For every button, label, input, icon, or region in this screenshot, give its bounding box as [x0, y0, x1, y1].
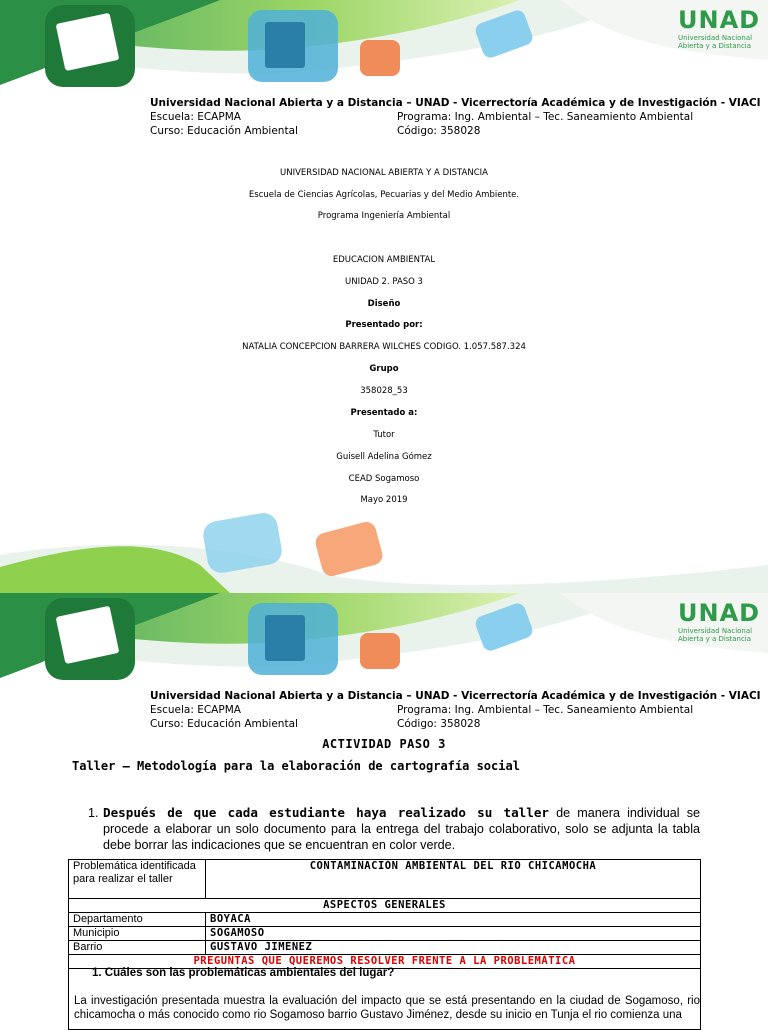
question-1: 1. Cuáles son las problemáticas ambientales del lugar? — [92, 967, 395, 979]
table-row — [69, 941, 701, 955]
clipboard-icon-2 — [265, 615, 305, 661]
cover-school: Escuela de Ciencias Agrícolas, Pecuarias y del Medio Ambiente. — [248, 190, 520, 200]
banner-art-2 — [0, 593, 768, 688]
header-escuela-2: Escuela: ECAPMA — [150, 704, 241, 716]
header-programa: Programa: Ing. Ambiental – Tec. Saneamiento Ambiental — [397, 111, 694, 123]
instruction-text — [103, 805, 700, 853]
row-label: Barrio — [69, 941, 206, 955]
header-codigo: Código: 358028 — [397, 125, 481, 137]
cover-presented-to-label: Presentado a: — [350, 408, 418, 418]
header-escuela: Escuela: ECAPMA — [150, 111, 241, 123]
workshop-title: Taller – Metodología para la elaboración de cartografía social — [72, 759, 520, 773]
header-codigo-2: Código: 358028 — [397, 718, 481, 730]
unad-wordmark: UNAD — [678, 6, 761, 34]
header-title-2: Universidad Nacional Abierta y a Distancia – UNAD - Vicerrectoría Académica y de Investigación - VIACI — [150, 690, 761, 702]
unad-logo — [678, 6, 764, 50]
cover-tutor-label: Tutor — [373, 430, 395, 440]
header-curso: Curso: Educación Ambiental — [150, 125, 298, 137]
row-value: BOYACA — [206, 913, 701, 927]
header-programa-2: Programa: Ing. Ambiental – Tec. Saneamiento Ambiental — [397, 704, 694, 716]
cube-icon — [360, 40, 400, 76]
cube-icon-2 — [360, 633, 400, 669]
answer-1: La investigación presentada muestra la evaluación del impacto que se está presentando en la ciudad de Sogamoso, rio chicamocha o más conocido como rio Sogamoso barrio Gustavo Jiménez, desde su inicio en Tunja el rio comienza una — [74, 995, 700, 1021]
table-row — [69, 913, 701, 927]
header-curso-2: Curso: Educación Ambiental — [150, 718, 298, 730]
clipboard-icon — [265, 22, 305, 68]
questions-header: PREGUNTAS QUE QUEREMOS RESOLVER FRENTE A LA PROBLEMÁTICA — [69, 955, 701, 969]
general-aspects-header: ASPECTOS GENERALES — [69, 899, 701, 913]
cover-university: UNIVERSIDAD NACIONAL ABIERTA Y A DISTANCIA — [280, 168, 488, 178]
activity-title: ACTIVIDAD PASO 3 — [322, 737, 446, 751]
row-value: SOGAMOSO — [206, 927, 701, 941]
unad-wordmark-2: UNAD — [678, 599, 761, 627]
cover-student: NATALIA CONCEPCION BARRERA WILCHES CODIGO. 1.057.587.324 — [242, 342, 526, 352]
top-banner-2 — [0, 593, 768, 688]
cover-tutor: Guisell Adelina Gómez — [336, 452, 432, 462]
unad-subtitle-1-2: Universidad Nacional — [678, 627, 753, 635]
cover-cead: CEAD Sogamoso — [348, 474, 420, 484]
problem-label: Problemática identificada para realizar el taller — [69, 860, 206, 899]
cover-topic: Diseño — [367, 299, 401, 309]
unad-subtitle-2: Abierta y a Distancia — [678, 42, 752, 50]
unad-subtitle-2-2: Abierta y a Distancia — [678, 635, 752, 643]
instruction-rest: de manera individual se procede a elaborar un solo documento para la entrega del trabajo colaborativo, solo se adjunta la tabla debe borrar las indicaciones que se encuentran en color verde. — [103, 806, 701, 852]
unad-logo-2 — [678, 599, 764, 643]
cover-presented-by-label: Presentado por: — [345, 320, 423, 330]
row-value: GUSTAVO JIMENEZ — [206, 941, 701, 955]
unad-subtitle-1: Universidad Nacional — [678, 34, 753, 42]
cover-date: Mayo 2019 — [360, 495, 408, 505]
footer-art — [0, 505, 768, 593]
table-row — [69, 927, 701, 941]
instruction-item — [88, 805, 700, 853]
table-row — [69, 899, 701, 913]
instruction-bold: Después de que cada estudiante haya realizado su taller — [103, 805, 549, 820]
table-row — [69, 860, 701, 899]
row-label: Departamento — [69, 913, 206, 927]
cover-program: Programa Ingeniería Ambiental — [317, 211, 451, 221]
banner-art — [0, 0, 768, 95]
cover-unit: UNIDAD 2. PASO 3 — [345, 277, 423, 287]
row-label: Municipio — [69, 927, 206, 941]
top-banner — [0, 0, 768, 95]
header-title: Universidad Nacional Abierta y a Distancia – UNAD - Vicerrectoría Académica y de Investigación - VIACI — [150, 97, 761, 109]
problem-value: CONTAMINACIÓN AMBIENTAL DEL RIO CHICAMOCHA — [206, 860, 701, 899]
cover-group-label: Grupo — [369, 364, 399, 374]
cover-group: 358028_53 — [360, 386, 408, 396]
cover-course: EDUCACION AMBIENTAL — [332, 255, 436, 265]
footer-banner — [0, 505, 768, 593]
instruction-number: 1. — [88, 806, 99, 820]
